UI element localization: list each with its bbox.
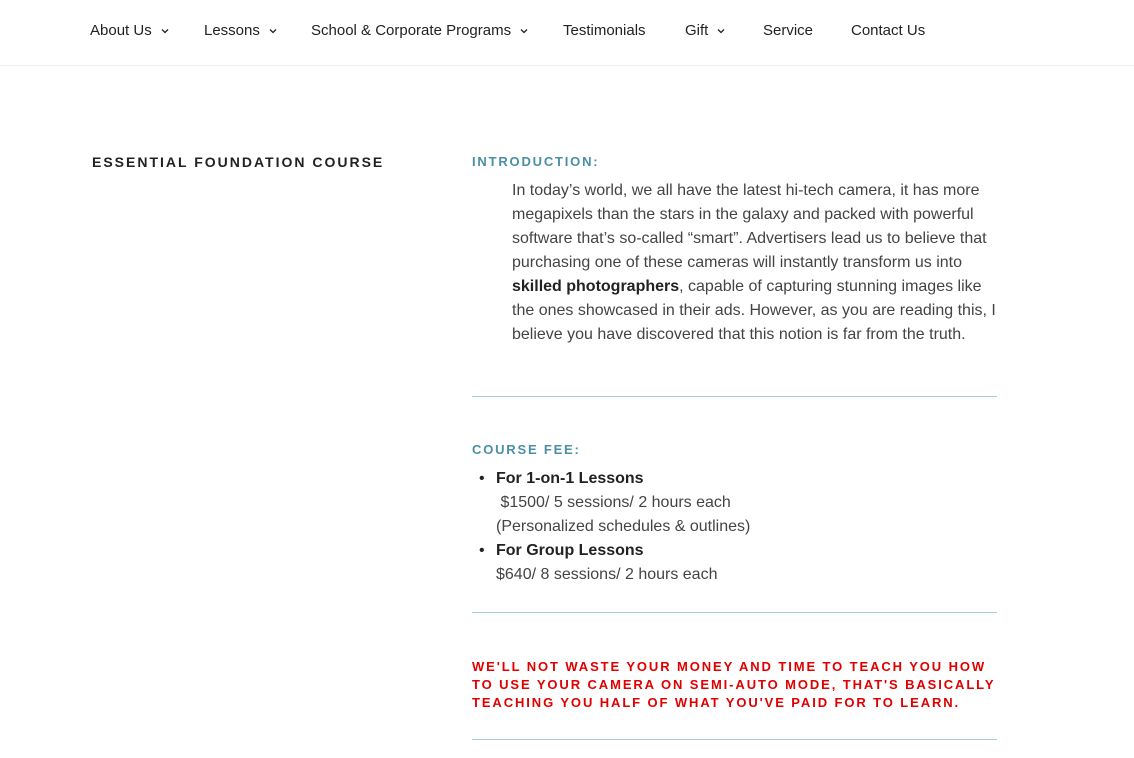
nav-item-label: Service (763, 22, 814, 39)
warning-notice: WE'LL NOT WASTE YOUR MONEY AND TIME TO TEACH YOU HOW TO USE YOUR CAMERA ON SEMI-AUTO MODE, THAT'S BASICALLY TEACHING YOU HALF OF WHAT YOU'VE PAID FOR TO LEARN. (472, 659, 996, 710)
nav-item-lessons[interactable] (204, 22, 278, 39)
fee-option-detail: (Personalized schedules & outlines) (496, 518, 751, 535)
nav-item-label: Gift (685, 22, 709, 39)
fee-option-name: For Group Lessons (496, 542, 644, 559)
intro-text-start: In today’s world, we all have the latest hi-tech camera, it has more megapixels than the stars in the galaxy and packed with powerful software that’s so-called “smart”. Advertisers lead us to believe that purchasing one of these cameras will instantly transform us into (512, 182, 987, 271)
nav-item-school-corporate-programs[interactable] (311, 22, 529, 39)
chevron-down-icon (716, 26, 726, 36)
fee-option-detail: $1500/ 5 sessions/ 2 hours each (496, 494, 731, 511)
nav-item-label: About Us (90, 22, 152, 39)
nav-item-service[interactable] (763, 22, 813, 39)
introduction-paragraph (512, 179, 998, 347)
course-fee-heading: COURSE FEE: (472, 442, 581, 457)
introduction-heading: INTRODUCTION: (472, 154, 600, 169)
course-title: ESSENTIAL FOUNDATION COURSE (92, 154, 385, 170)
list-item (472, 539, 997, 587)
top-navigation (0, 0, 1134, 66)
chevron-down-icon (160, 26, 170, 36)
section-divider (472, 396, 997, 397)
chevron-down-icon (268, 26, 278, 36)
nav-item-testimonials[interactable] (563, 22, 646, 39)
fee-option-name: For 1-on-1 Lessons (496, 470, 644, 487)
section-divider (472, 739, 997, 740)
nav-item-gift[interactable] (685, 22, 726, 39)
chevron-down-icon (519, 26, 529, 36)
bullet-icon: • (479, 470, 485, 487)
nav-item-label: Contact Us (851, 22, 926, 39)
fee-option-detail: $640/ 8 sessions/ 2 hours each (496, 566, 718, 583)
intro-text-end: , capable of capturing stunning images like the ones showcased in their ads. However, as you are reading this, I believe you have discovered that this notion is far from the truth. (512, 278, 996, 343)
nav-item-label: School & Corporate Programs (311, 22, 512, 39)
course-fee-list (472, 467, 997, 587)
nav-item-label: Lessons (204, 22, 260, 39)
bullet-icon: • (479, 542, 485, 559)
intro-text-bold: skilled photographers (512, 278, 680, 295)
nav-item-about-us[interactable] (90, 22, 170, 39)
nav-item-contact-us[interactable] (851, 22, 925, 39)
list-item (472, 467, 997, 539)
section-divider (472, 612, 997, 613)
nav-item-label: Testimonials (563, 22, 646, 39)
